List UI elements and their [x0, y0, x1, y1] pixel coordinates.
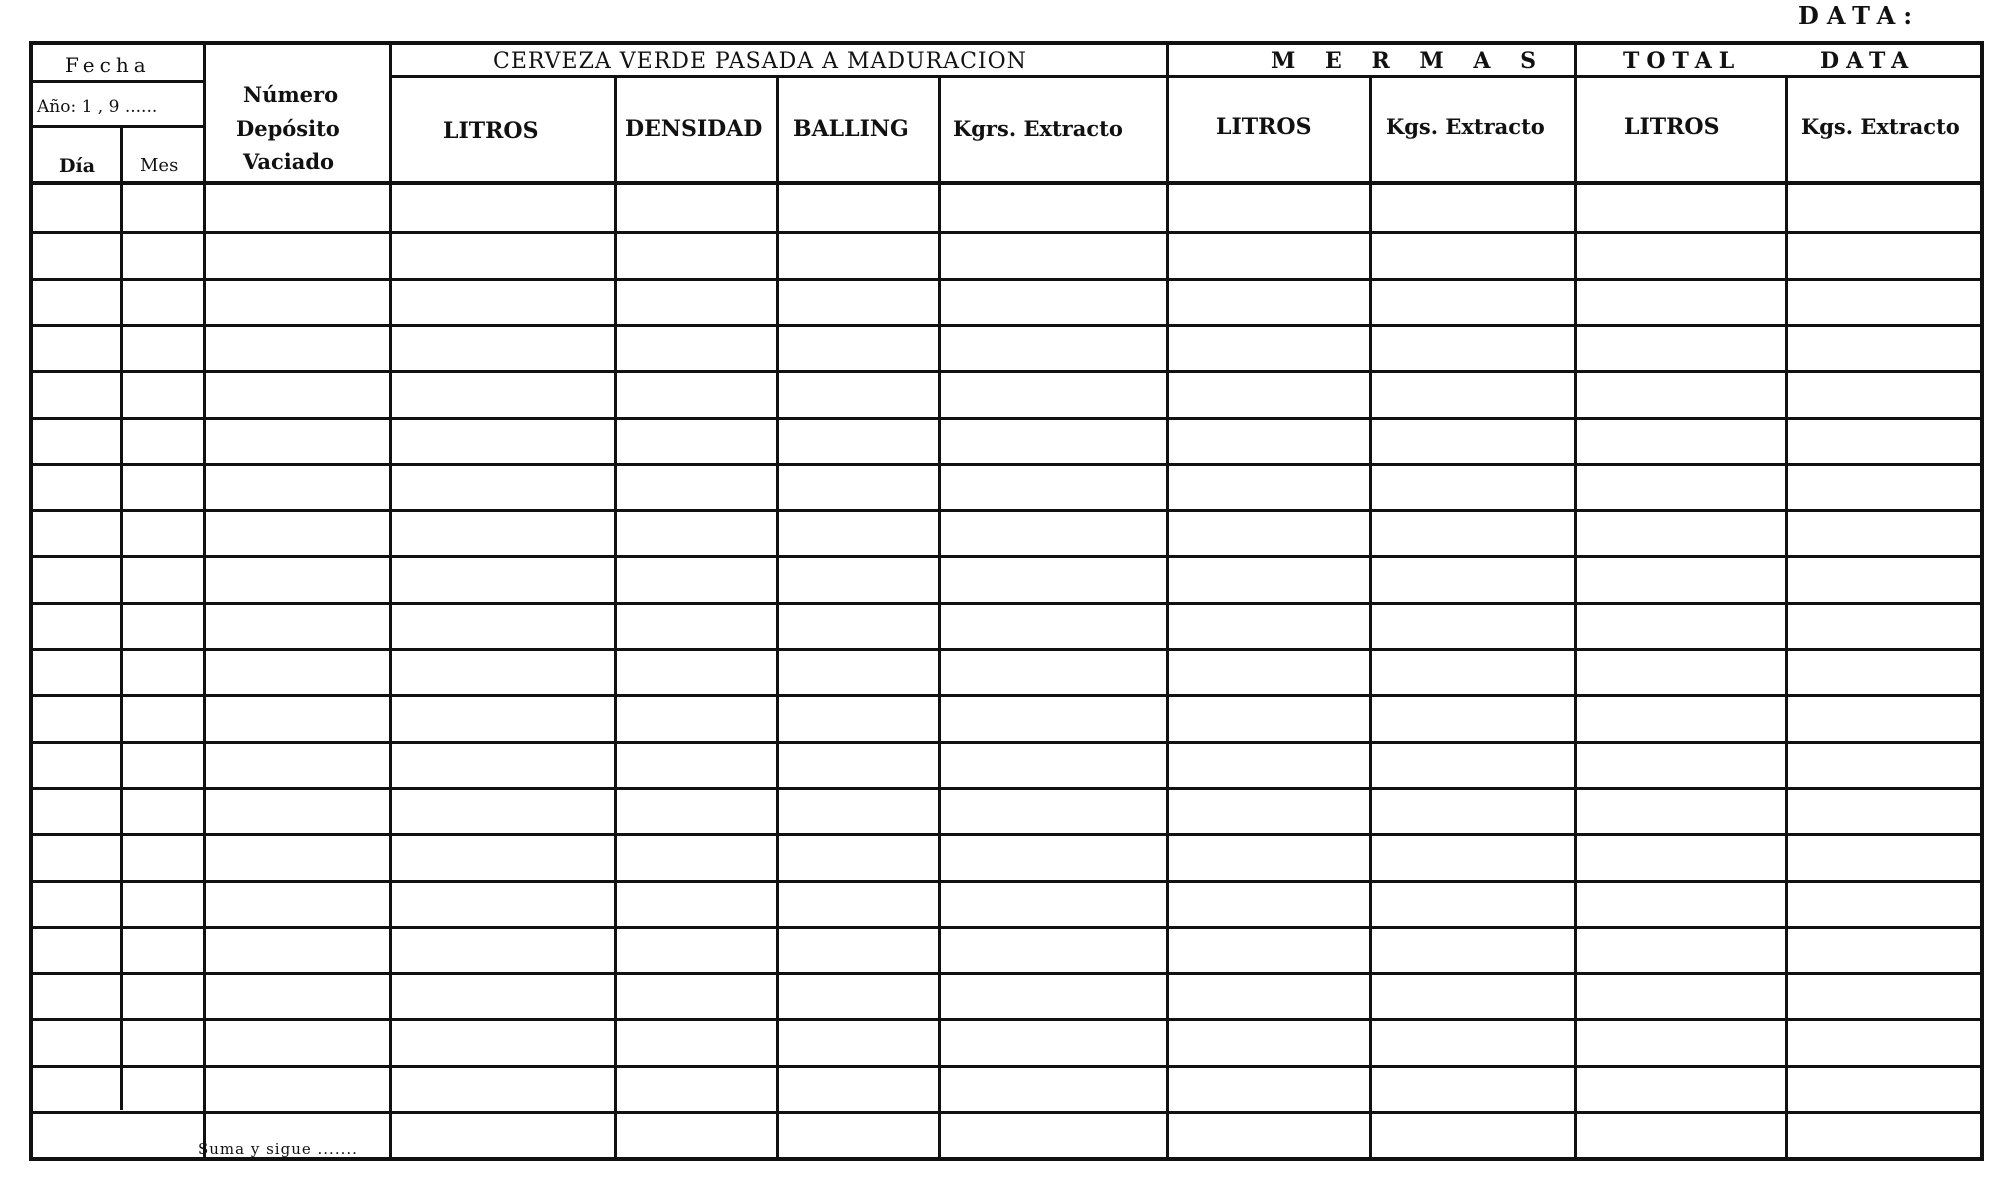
col-mermas-litros: LITROS — [1216, 114, 1312, 140]
fecha-year-underline — [33, 125, 203, 128]
divider-dia-mes — [120, 125, 123, 1110]
ledger-row-line — [33, 324, 1984, 327]
ledger-row-line — [33, 926, 1984, 929]
ledger-row-line — [33, 417, 1984, 420]
col-total-litros: LITROS — [1624, 114, 1720, 140]
divider-cerveza-litros-densidad — [614, 75, 617, 1157]
col-cerveza-balling: BALLING — [793, 116, 909, 142]
ledger-row-line — [33, 741, 1984, 744]
ledger-row-line — [33, 602, 1984, 605]
ledger-row-line — [33, 463, 1984, 466]
header-bottom-rule — [33, 181, 1984, 185]
ledger-row-line — [33, 509, 1984, 512]
suma-y-sigue-label: Suma y sigue ....... — [198, 1140, 358, 1158]
fecha-month-label: Mes — [140, 155, 179, 176]
divider-mermas-total — [1574, 45, 1577, 1157]
ledger-form — [29, 41, 1984, 1161]
deposit-header-line1: Número — [243, 82, 339, 107]
col-mermas-kgs-extracto: Kgs. Extracto — [1386, 114, 1545, 139]
ledger-row-line — [33, 1018, 1984, 1021]
mermas-group-title: M E R M A S — [1271, 48, 1548, 74]
ledger-row-line — [33, 1065, 1984, 1068]
divider-deposit-cerveza — [389, 45, 392, 1157]
col-cerveza-densidad: DENSIDAD — [625, 116, 763, 142]
fecha-day-label: Día — [59, 155, 96, 177]
deposit-header-line3: Vaciado — [243, 149, 335, 174]
data-label: DATA: — [1798, 1, 1921, 30]
divider-cerveza-mermas — [1166, 45, 1169, 1157]
fecha-title-underline — [33, 80, 203, 83]
ledger-row-line — [33, 833, 1984, 836]
ledger-row-line — [33, 370, 1984, 373]
fecha-year-label: Año: 1 , 9 ...... — [37, 97, 158, 117]
ledger-row-line — [33, 972, 1984, 975]
cerveza-group-title: CERVEZA VERDE PASADA A MADURACION — [493, 49, 1027, 74]
ledger-row-line — [33, 694, 1984, 697]
divider-densidad-balling — [776, 75, 779, 1157]
total-group-title: TOTAL — [1623, 48, 1742, 74]
divider-fecha-deposit — [203, 45, 206, 1157]
divider-mermas-litros-kgs — [1369, 75, 1372, 1157]
fecha-title: Fecha — [65, 53, 151, 77]
col-cerveza-kgrs-extracto: Kgrs. Extracto — [953, 116, 1123, 141]
col-cerveza-litros: LITROS — [443, 118, 539, 144]
ledger-row-line — [33, 880, 1984, 883]
deposit-header-line2: Depósito — [236, 116, 340, 141]
ledger-row-line — [33, 555, 1984, 558]
divider-balling-kgrs — [938, 75, 941, 1157]
group-header-underline — [389, 75, 1984, 78]
ledger-row-line — [33, 278, 1984, 281]
ledger-row-line — [33, 787, 1984, 790]
footer-top-rule — [33, 1111, 1984, 1114]
total-data-group-title: DATA — [1820, 48, 1916, 74]
ledger-row-line — [33, 648, 1984, 651]
col-total-kgs-extracto: Kgs. Extracto — [1801, 114, 1960, 139]
divider-total-litros-kgs — [1785, 75, 1788, 1157]
ledger-row-line — [33, 231, 1984, 234]
